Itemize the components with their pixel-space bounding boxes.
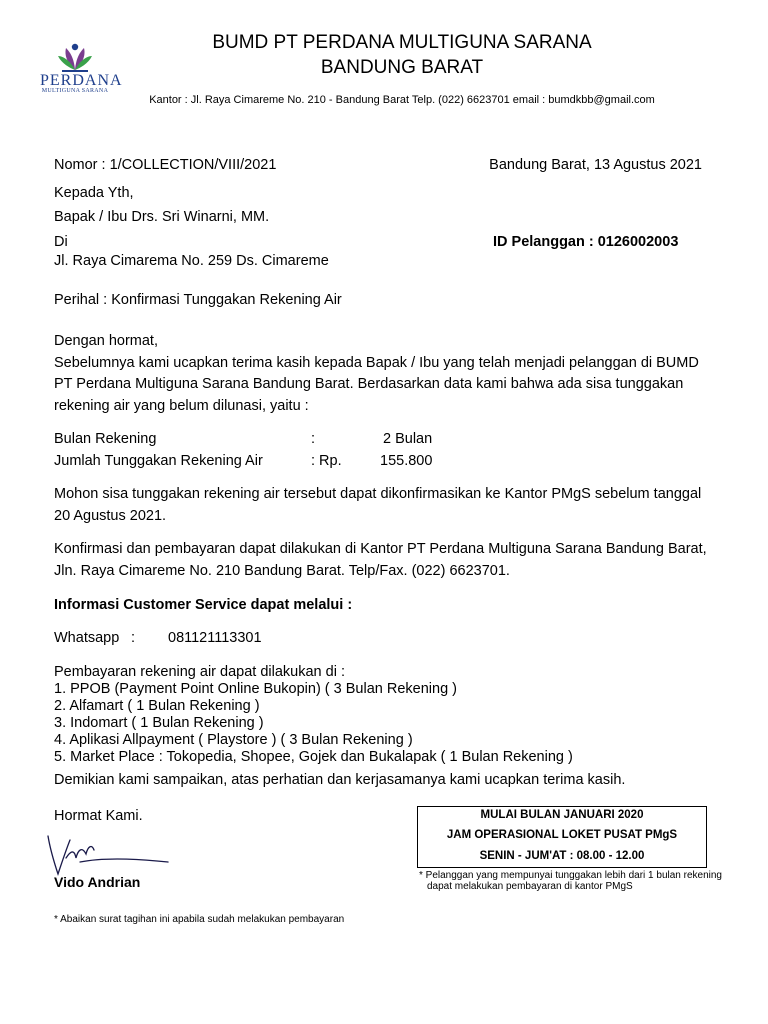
box-note-line-2: dapat melakukan pembayaran di kantor PMgS	[427, 881, 633, 892]
signatory-name: Vido Andrian	[54, 874, 141, 890]
letter-subject: Perihal : Konfirmasi Tunggakan Rekening Air	[54, 292, 342, 308]
intro-line-3: rekening air yang belum dilunasi, yaitu :	[54, 398, 309, 414]
greeting: Dengan hormat,	[54, 333, 158, 349]
payment-heading: Pembayaran rekening air dapat dilakukan di :	[54, 664, 345, 680]
payment-item: 4. Aplikasi Allpayment ( Playstore ) ( 3 Bulan Rekening )	[54, 732, 413, 748]
company-address: Kantor : Jl. Raya Cimareme No. 210 - Bandung Barat Telp. (022) 6623701 email : bumdkbb@gmail.com	[149, 94, 655, 106]
box-line-1: MULAI BULAN JANUARI 2020	[480, 809, 644, 821]
company-region: BANDUNG BARAT	[320, 57, 484, 78]
intro-line-2: PT Perdana Multiguna Sarana Bandung Barat. Berdasarkan data kami bahwa ada sisa tunggakan	[54, 376, 684, 392]
payment-item: 3. Indomart ( 1 Bulan Rekening )	[54, 715, 264, 731]
detail-separator: :	[311, 431, 316, 447]
letter-place-date: Bandung Barat, 13 Agustus 2021	[489, 157, 702, 173]
company-logo	[40, 42, 123, 98]
footer-note: * Abaikan surat tagihan ini apabila sudah melakukan pembayaran	[54, 914, 345, 925]
whatsapp-number: 081121113301	[168, 630, 262, 646]
box-line-3: SENIN - JUM'AT : 08.00 - 12.00	[479, 850, 645, 862]
customer-id: ID Pelanggan : 0126002003	[493, 234, 679, 250]
confirmation-line-1: Konfirmasi dan pembayaran dapat dilakukan di Kantor PT Perdana Multiguna Sarana Bandung Barat,	[54, 541, 707, 557]
logo-subtext: MULTIGUNA SARANA	[41, 88, 109, 94]
recipient-name: Bapak / Ibu Drs. Sri Winarni, MM.	[54, 209, 270, 225]
recipient-address: Jl. Raya Cimarema No. 259 Ds. Cimareme	[54, 253, 329, 269]
detail-value: 2 Bulan	[383, 431, 433, 447]
logo-wordmark: PERDANA	[40, 72, 123, 89]
company-name: BUMD PT PERDANA MULTIGUNA SARANA	[212, 32, 592, 53]
intro-line-1: Sebelumnya kami ucapkan terima kasih kepada Bapak / Ibu yang telah menjadi pelanggan di BUMD	[54, 355, 699, 371]
detail-label: Bulan Rekening	[54, 431, 157, 447]
request-line-2: 20 Agustus 2021.	[54, 508, 167, 524]
detail-label: Jumlah Tunggakan Rekening Air	[54, 453, 263, 469]
detail-separator: : Rp.	[311, 453, 342, 469]
recipient-di: Di	[54, 234, 68, 250]
letter-number: Nomor : 1/COLLECTION/VIII/2021	[54, 157, 277, 173]
sign-off: Hormat Kami.	[54, 808, 143, 824]
confirmation-line-2: Jln. Raya Cimareme No. 210 Bandung Barat. Telp/Fax. (022) 6623701.	[54, 563, 510, 579]
closing-statement: Demikian kami sampaikan, atas perhatian dan kerjasamanya kami ucapkan terima kasih.	[54, 772, 626, 788]
addressed-to: Kepada Yth,	[54, 185, 134, 201]
whatsapp-separator: :	[131, 630, 136, 646]
payment-item: 5. Market Place : Tokopedia, Shopee, Gojek dan Bukalapak ( 1 Bulan Rekening )	[54, 749, 573, 765]
cs-heading: Informasi Customer Service dapat melalui :	[54, 597, 353, 613]
payment-item: 1. PPOB (Payment Point Online Bukopin) ( 3 Bulan Rekening )	[54, 681, 457, 697]
box-line-2: JAM OPERASIONAL LOKET PUSAT PMgS	[446, 829, 678, 841]
whatsapp-label: Whatsapp	[54, 630, 120, 646]
box-note-line-1: * Pelanggan yang mempunyai tunggakan lebih dari 1 bulan rekening	[419, 870, 722, 881]
detail-value: 155.800	[380, 453, 433, 469]
payment-item: 2. Alfamart ( 1 Bulan Rekening )	[54, 698, 260, 714]
operational-hours-box	[417, 806, 707, 868]
logo-emblem-icon	[40, 42, 110, 74]
request-line-1: Mohon sisa tunggakan rekening air tersebut dapat dikonfirmasikan ke Kantor PMgS sebelum tanggal	[54, 486, 702, 502]
